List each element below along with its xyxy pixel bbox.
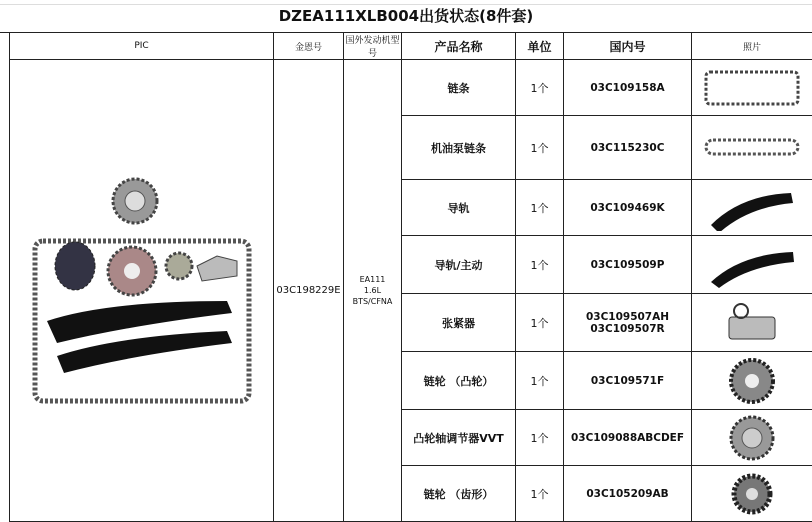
product-name: 链轮 （齿形） — [402, 466, 516, 522]
photo-cell — [692, 352, 812, 410]
col-header-oe: 金恩号 — [274, 33, 344, 60]
photo-cell — [692, 180, 812, 236]
product-name: 张紧器 — [402, 294, 516, 352]
product-name: 机油泵链条 — [402, 116, 516, 180]
kit-picture-cell — [10, 60, 274, 522]
code-cell: 03C109088ABCDEF — [564, 410, 692, 466]
oil-pump-chain-icon — [702, 128, 802, 168]
photo-cell — [692, 294, 812, 352]
code-cell: 03C109158A — [564, 60, 692, 116]
unit-cell: 1个 — [516, 410, 564, 466]
oe-number-cell: 03C198229E — [274, 60, 344, 522]
code-cell: 03C109509P — [564, 236, 692, 294]
engine-line: EA111 — [344, 274, 401, 285]
crank-sprocket-icon — [724, 469, 780, 519]
photo-cell — [692, 236, 812, 294]
tensioner-icon — [717, 299, 787, 347]
engine-cell — [344, 60, 402, 522]
photo-cell — [692, 466, 812, 522]
sheet-title: DZEA111XLB004出货状态(8件套) — [0, 0, 812, 33]
product-name: 链条 — [402, 60, 516, 116]
product-name: 链轮 （凸轮） — [402, 352, 516, 410]
chain-icon — [702, 66, 802, 110]
col-header-product: 产品名称 — [402, 33, 516, 60]
vvt-adjuster-icon — [722, 413, 782, 463]
guide-rail-icon — [707, 185, 797, 231]
engine-line: BTS/CFNA — [344, 296, 401, 307]
code-cell: 03C109571F — [564, 352, 692, 410]
code-cell: 03C115230C — [564, 116, 692, 180]
unit-cell: 1个 — [516, 116, 564, 180]
header-row — [10, 33, 812, 60]
parts-table — [9, 32, 812, 522]
col-header-engine: 国外发动机型号 — [344, 33, 402, 60]
col-header-pic: PIC — [10, 33, 274, 60]
unit-cell: 1个 — [516, 294, 564, 352]
col-header-unit: 单位 — [516, 33, 564, 60]
unit-cell: 1个 — [516, 60, 564, 116]
product-name: 导轨/主动 — [402, 236, 516, 294]
cam-sprocket-icon — [722, 356, 782, 406]
product-name: 凸轮轴调节器VVT — [402, 410, 516, 466]
engine-line: 1.6L — [344, 285, 401, 296]
code-cell: 03C109469K — [564, 180, 692, 236]
code-line: 03C109507AH — [564, 311, 691, 323]
product-name: 导轨 — [402, 180, 516, 236]
unit-cell: 1个 — [516, 236, 564, 294]
code-cell — [564, 294, 692, 352]
tensioner-rail-icon — [707, 242, 797, 288]
photo-cell — [692, 60, 812, 116]
code-line: 03C109507R — [564, 323, 691, 335]
photo-cell — [692, 116, 812, 180]
table-row — [10, 60, 812, 116]
unit-cell: 1个 — [516, 180, 564, 236]
unit-cell: 1个 — [516, 466, 564, 522]
col-header-photo: 照片 — [692, 33, 812, 60]
timing-kit-photo — [27, 171, 257, 411]
col-header-code: 国内号 — [564, 33, 692, 60]
photo-cell — [692, 410, 812, 466]
unit-cell: 1个 — [516, 352, 564, 410]
code-cell: 03C105209AB — [564, 466, 692, 522]
